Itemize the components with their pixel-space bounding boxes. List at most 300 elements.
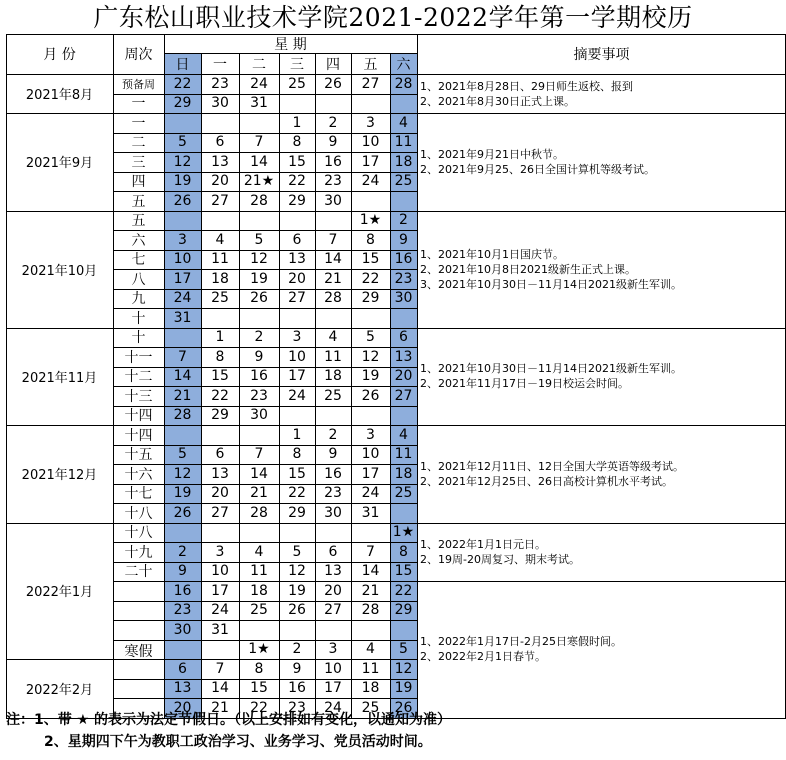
- date-cell: 3: [178, 231, 187, 248]
- week-label: 一: [131, 96, 146, 113]
- date-cell: 9: [328, 134, 338, 151]
- date-cell: 9: [292, 660, 302, 677]
- grid-line: [417, 113, 786, 114]
- date-cell: 23: [173, 602, 192, 619]
- date-cell: 12: [361, 348, 380, 365]
- date-cell: 5: [399, 641, 408, 658]
- date-cell: 23: [324, 485, 342, 502]
- date-cell: 31: [361, 504, 380, 521]
- date-cell: 13: [211, 465, 229, 482]
- date-cell: 3: [366, 114, 375, 131]
- grid-line: [417, 34, 418, 718]
- grid-line: [113, 503, 417, 504]
- date-cell: 5: [178, 446, 187, 463]
- week-label: 十四: [124, 408, 153, 425]
- date-cell: 16: [250, 368, 268, 385]
- date-cell: 22: [250, 699, 268, 716]
- date-cell: 8: [292, 446, 302, 463]
- date-cell: 5: [292, 543, 302, 560]
- date-cell: 11: [324, 348, 342, 365]
- date-cell: 29: [288, 504, 306, 521]
- date-cell: 6: [399, 329, 408, 346]
- date-cell: 15: [211, 368, 229, 385]
- week-label: 十三: [124, 388, 153, 405]
- notes-block: [417, 74, 786, 113]
- week-label: 六: [131, 232, 146, 249]
- notes-block: [417, 523, 786, 582]
- date-cell: 7: [178, 348, 187, 365]
- note-line: 1、2021年10月30日－11月14日2021级新生军训。: [420, 362, 682, 376]
- grid-line: [113, 406, 417, 407]
- month-header: 月 份: [43, 47, 76, 63]
- date-cell: 28: [250, 504, 268, 521]
- grid-line: [113, 523, 417, 524]
- date-cell: 11: [394, 446, 413, 463]
- date-cell: 30: [250, 407, 268, 424]
- week-label: 十八: [124, 525, 153, 542]
- date-cell: 9: [254, 348, 264, 365]
- week-label: 二十: [124, 564, 153, 581]
- date-cell: 4: [399, 426, 408, 443]
- grid-line: [113, 289, 417, 290]
- date-cell: 18: [324, 368, 342, 385]
- date-cell: 31: [250, 95, 268, 112]
- date-cell: 26: [361, 387, 380, 404]
- weekday-header: 五: [363, 56, 378, 73]
- grid-line: [113, 542, 417, 543]
- date-cell: 25: [361, 699, 380, 716]
- note-line: 1、2021年9月21日中秋节。: [420, 147, 564, 161]
- week-label: 十: [131, 330, 146, 347]
- date-cell: 8: [215, 348, 225, 365]
- date-cell: 14: [250, 153, 268, 170]
- date-cell: 25: [250, 602, 268, 619]
- weekday-header: 二: [252, 56, 266, 73]
- date-cell: 3: [215, 543, 225, 560]
- notes-block: [417, 211, 786, 328]
- date-cell: 12: [288, 563, 306, 580]
- week-label: 十九: [124, 544, 153, 561]
- date-cell: 7: [366, 543, 375, 560]
- date-cell: 29: [394, 602, 413, 619]
- date-cell: 26: [173, 192, 192, 209]
- week-label: 五: [131, 213, 146, 230]
- grid-line: [417, 211, 786, 212]
- date-cell: 22: [361, 270, 380, 287]
- date-cell: 1: [292, 426, 302, 443]
- date-cell: 4: [328, 329, 338, 346]
- date-cell: 25: [394, 173, 413, 190]
- date-cell: 5: [254, 231, 264, 248]
- date-cell: 28: [361, 602, 380, 619]
- date-cell: 27: [288, 290, 306, 307]
- date-cell: 19: [173, 173, 192, 190]
- week-label: 十八: [124, 505, 153, 522]
- date-cell: 24: [173, 290, 192, 307]
- month-label: 2021年11月: [21, 370, 98, 386]
- weekday-header: 一: [213, 56, 227, 73]
- holiday-date-cell: 21★: [243, 173, 275, 190]
- date-cell: 25: [211, 290, 229, 307]
- date-cell: 22: [211, 387, 229, 404]
- date-cell: 21: [324, 270, 342, 287]
- date-cell: 10: [173, 251, 192, 268]
- date-cell: 17: [361, 153, 380, 170]
- date-cell: 11: [250, 563, 268, 580]
- date-cell: 15: [288, 465, 306, 482]
- winter-break-label: 寒假: [124, 644, 153, 661]
- date-cell: 30: [173, 621, 192, 638]
- grid-line: [6, 659, 113, 660]
- date-cell: 20: [211, 173, 229, 190]
- week-label: 十六: [124, 466, 153, 483]
- date-cell: 7: [215, 660, 225, 677]
- date-cell: 9: [178, 563, 187, 580]
- grid-line: [113, 562, 417, 563]
- date-cell: 14: [211, 680, 229, 697]
- holiday-date-cell: 1★: [392, 524, 415, 541]
- note-line: 2、2022年2月1日春节。: [420, 650, 546, 664]
- note-line: 1、2021年8月28日、29日师生返校、报到: [420, 79, 633, 93]
- date-cell: 14: [324, 251, 342, 268]
- date-cell: 24: [288, 387, 306, 404]
- date-cell: 26: [288, 602, 306, 619]
- date-cell: 30: [324, 504, 342, 521]
- date-cell: 13: [324, 563, 342, 580]
- date-cell: 11: [394, 134, 413, 151]
- date-cell: 24: [361, 485, 380, 502]
- date-cell: 19: [394, 680, 413, 697]
- date-cell: 1: [215, 329, 225, 346]
- date-cell: 18: [394, 465, 413, 482]
- month-label: 2021年9月: [25, 156, 94, 172]
- week-label: 十四: [124, 427, 153, 444]
- date-cell: 11: [211, 251, 229, 268]
- date-cell: 16: [394, 251, 413, 268]
- date-cell: 25: [394, 485, 413, 502]
- week-label: 十二: [124, 369, 153, 386]
- date-cell: 10: [361, 134, 380, 151]
- note-line: 2、2021年11月17日－19日校运会时间。: [420, 377, 629, 391]
- grid-line: [113, 445, 417, 446]
- note-line: 2、2021年10月8日2021级新生正式上课。: [420, 262, 636, 276]
- date-cell: 3: [328, 641, 338, 658]
- grid-line: [113, 484, 417, 485]
- date-cell: 24: [250, 75, 268, 92]
- grid-line: [113, 308, 417, 309]
- date-cell: 23: [324, 173, 342, 190]
- week-label: 十一: [124, 349, 153, 366]
- note-line: 1、2021年10月1日国庆节。: [420, 247, 564, 261]
- date-cell: 19: [250, 270, 268, 287]
- grid-line: [113, 94, 417, 95]
- note-line: 1、2022年1月17日-2月25日寒假时间。: [420, 635, 622, 649]
- note-line: 3、2021年10月30日－11月14日2021级新生军训。: [420, 277, 682, 291]
- grid-line: [417, 581, 786, 582]
- date-cell: 13: [288, 251, 306, 268]
- week-label: 二: [131, 135, 146, 152]
- date-cell: 20: [173, 699, 192, 716]
- grid-line: [113, 230, 417, 231]
- grid-line: [113, 172, 417, 173]
- week-header: 周次: [124, 47, 153, 63]
- notes-block: [417, 425, 786, 523]
- week-label: 十: [131, 310, 146, 327]
- date-cell: 6: [215, 446, 225, 463]
- date-cell: 18: [250, 582, 268, 599]
- grid-line: [113, 328, 417, 329]
- date-cell: 18: [394, 153, 413, 170]
- weekday-header: 日: [175, 56, 190, 73]
- grid-line: [113, 152, 417, 153]
- month-label: 2021年10月: [21, 263, 98, 279]
- date-cell: 17: [173, 270, 192, 287]
- notes-header: 摘要事项: [573, 47, 630, 63]
- date-cell: 15: [288, 153, 306, 170]
- date-cell: 29: [288, 192, 306, 209]
- date-cell: 28: [324, 290, 342, 307]
- date-cell: 28: [173, 407, 192, 424]
- date-cell: 21: [361, 582, 380, 599]
- date-cell: 1: [292, 114, 302, 131]
- date-cell: 30: [394, 290, 413, 307]
- grid-line: [113, 386, 417, 387]
- holiday-date-cell: 1★: [359, 212, 382, 229]
- note-line: 2、19周-20周复习、期末考试。: [420, 552, 580, 566]
- date-cell: 7: [254, 446, 264, 463]
- date-cell: 16: [324, 465, 342, 482]
- date-cell: 13: [211, 153, 229, 170]
- date-cell: 23: [211, 75, 229, 92]
- date-cell: 21: [211, 699, 229, 716]
- date-cell: 27: [361, 75, 380, 92]
- date-cell: 16: [173, 582, 192, 599]
- date-cell: 20: [394, 368, 413, 385]
- date-cell: 24: [361, 173, 380, 190]
- date-cell: 7: [328, 231, 338, 248]
- date-cell: 15: [361, 251, 380, 268]
- date-cell: 8: [254, 660, 264, 677]
- grid-line: [113, 464, 417, 465]
- date-cell: 19: [288, 582, 306, 599]
- week-label: 九: [131, 291, 146, 308]
- weekday-header: 四: [326, 56, 340, 73]
- date-cell: 26: [324, 75, 342, 92]
- date-cell: 13: [394, 348, 413, 365]
- date-cell: 23: [288, 699, 306, 716]
- week-label: 一: [131, 115, 146, 132]
- date-cell: 16: [288, 680, 306, 697]
- notes-block: [417, 581, 786, 718]
- date-cell: 25: [288, 75, 306, 92]
- date-cell: 17: [361, 465, 380, 482]
- date-cell: 31: [173, 309, 192, 326]
- date-cell: 29: [361, 290, 380, 307]
- note-line: 2、2021年9月25、26日全国计算机等级考试。: [420, 162, 655, 176]
- grid-line: [164, 34, 165, 718]
- date-cell: 2: [178, 543, 187, 560]
- date-cell: 30: [211, 95, 229, 112]
- week-label: 十五: [124, 447, 153, 464]
- date-cell: 19: [361, 368, 380, 385]
- grid-line: [113, 211, 417, 212]
- table-border-left: [6, 34, 7, 719]
- date-cell: 26: [250, 290, 268, 307]
- date-cell: 29: [211, 407, 229, 424]
- grid-line: [113, 250, 417, 251]
- date-cell: 9: [328, 446, 338, 463]
- week-label: 三: [131, 154, 146, 171]
- footnotes: [0, 703, 786, 758]
- date-cell: 19: [173, 485, 192, 502]
- date-cell: 23: [250, 387, 268, 404]
- date-cell: 2: [399, 212, 408, 229]
- date-cell: 17: [288, 368, 306, 385]
- holiday-date-cell: 1★: [248, 641, 270, 658]
- grid-line: [113, 113, 417, 114]
- table-border-top: [6, 34, 786, 35]
- week-label: 四: [131, 174, 146, 191]
- month-label: 2021年12月: [21, 468, 98, 484]
- date-cell: 7: [254, 134, 264, 151]
- grid-line: [6, 74, 786, 75]
- date-cell: 14: [250, 465, 268, 482]
- grid-line: [113, 367, 417, 368]
- grid-line: [6, 113, 113, 114]
- week-label: 预备周: [122, 77, 155, 91]
- grid-line: [113, 425, 417, 426]
- date-cell: 13: [173, 680, 192, 697]
- grid-line: [417, 425, 786, 426]
- month-label: 2022年1月: [25, 585, 94, 601]
- weekday-group-header: 星 期: [274, 36, 307, 53]
- date-cell: 11: [361, 660, 380, 677]
- grid-line: [113, 347, 417, 348]
- date-cell: 3: [292, 329, 302, 346]
- date-cell: 28: [250, 192, 268, 209]
- date-cell: 26: [173, 504, 192, 521]
- date-cell: 8: [399, 543, 408, 560]
- note-line: 1、2022年1月1日元日。: [420, 537, 546, 551]
- date-cell: 5: [178, 134, 187, 151]
- date-cell: 2: [292, 641, 302, 658]
- date-cell: 6: [328, 543, 338, 560]
- grid-line: [6, 425, 113, 426]
- grid-line: [6, 328, 113, 329]
- date-cell: 26: [394, 699, 413, 716]
- date-cell: 12: [250, 251, 268, 268]
- date-cell: 14: [173, 368, 192, 385]
- notes-block: [417, 328, 786, 426]
- date-cell: 22: [394, 582, 413, 599]
- grid-line: [6, 211, 113, 212]
- date-cell: 20: [324, 582, 342, 599]
- date-cell: 5: [366, 329, 375, 346]
- note-line: 2、2021年8月30日正式上课。: [420, 94, 575, 108]
- date-cell: 6: [215, 134, 225, 151]
- date-cell: 12: [173, 465, 192, 482]
- calendar-table: [6, 34, 786, 716]
- date-cell: 10: [361, 446, 380, 463]
- date-cell: 20: [288, 270, 306, 287]
- footnote-1: 注：1、带 ★ 的表示为法定节假日。（以上安排如有变化，以通知为准）: [6, 712, 452, 728]
- grid-line: [417, 328, 786, 329]
- date-cell: 27: [211, 192, 229, 209]
- grid-line: [113, 133, 417, 134]
- date-cell: 10: [324, 660, 342, 677]
- date-cell: 10: [288, 348, 306, 365]
- note-line: 1、2021年12月11日、12日全国大学英语等级考试。: [420, 459, 684, 473]
- date-cell: 4: [366, 641, 375, 658]
- date-cell: 22: [288, 485, 306, 502]
- date-cell: 8: [366, 231, 375, 248]
- date-cell: 4: [215, 231, 225, 248]
- date-cell: 21: [173, 387, 192, 404]
- date-cell: 22: [288, 173, 306, 190]
- date-cell: 27: [211, 504, 229, 521]
- date-cell: 25: [324, 387, 342, 404]
- date-cell: 29: [173, 95, 192, 112]
- date-cell: 6: [178, 660, 187, 677]
- grid-line: [6, 523, 113, 524]
- date-cell: 17: [211, 582, 229, 599]
- week-label: 七: [131, 252, 146, 269]
- date-cell: 24: [211, 602, 229, 619]
- date-cell: 8: [292, 134, 302, 151]
- footnote-2: 2、星期四下午为教职工政治学习、业务学习、党员活动时间。: [44, 734, 432, 750]
- date-cell: 27: [324, 602, 342, 619]
- date-cell: 17: [324, 680, 342, 697]
- date-cell: 18: [361, 680, 380, 697]
- month-label: 2021年8月: [25, 88, 94, 103]
- date-cell: 27: [394, 387, 413, 404]
- date-cell: 14: [361, 563, 380, 580]
- month-label: 2022年2月: [25, 682, 94, 698]
- weekday-header: 六: [396, 56, 411, 73]
- note-line: 2、2021年12月25日、26日高校计算机水平考试。: [420, 474, 673, 488]
- date-cell: 12: [394, 660, 413, 677]
- date-cell: 15: [250, 680, 268, 697]
- date-cell: 22: [173, 75, 192, 92]
- date-cell: 21: [250, 485, 268, 502]
- date-cell: 2: [254, 329, 264, 346]
- date-cell: 20: [211, 485, 229, 502]
- date-cell: 2: [328, 114, 338, 131]
- grid-line: [113, 269, 417, 270]
- date-cell: 6: [292, 231, 302, 248]
- page-title: 广东松山职业技术学院2021-2022学年第一学期校历: [93, 3, 693, 32]
- date-cell: 28: [394, 75, 413, 92]
- date-cell: 30: [324, 192, 342, 209]
- date-cell: 2: [328, 426, 338, 443]
- week-label: 八: [131, 271, 146, 288]
- date-cell: 4: [254, 543, 264, 560]
- date-cell: 24: [324, 699, 342, 716]
- week-label: 五: [131, 193, 146, 210]
- date-cell: 3: [366, 426, 375, 443]
- date-cell: 18: [211, 270, 229, 287]
- date-cell: 12: [173, 153, 192, 170]
- date-cell: 31: [211, 621, 229, 638]
- date-cell: 4: [399, 114, 408, 131]
- date-cell: 9: [399, 231, 408, 248]
- notes-block: [417, 113, 786, 211]
- date-cell: 15: [394, 563, 413, 580]
- date-cell: 16: [324, 153, 342, 170]
- date-cell: 10: [211, 563, 229, 580]
- date-cell: 23: [394, 270, 413, 287]
- grid-line: [417, 523, 786, 524]
